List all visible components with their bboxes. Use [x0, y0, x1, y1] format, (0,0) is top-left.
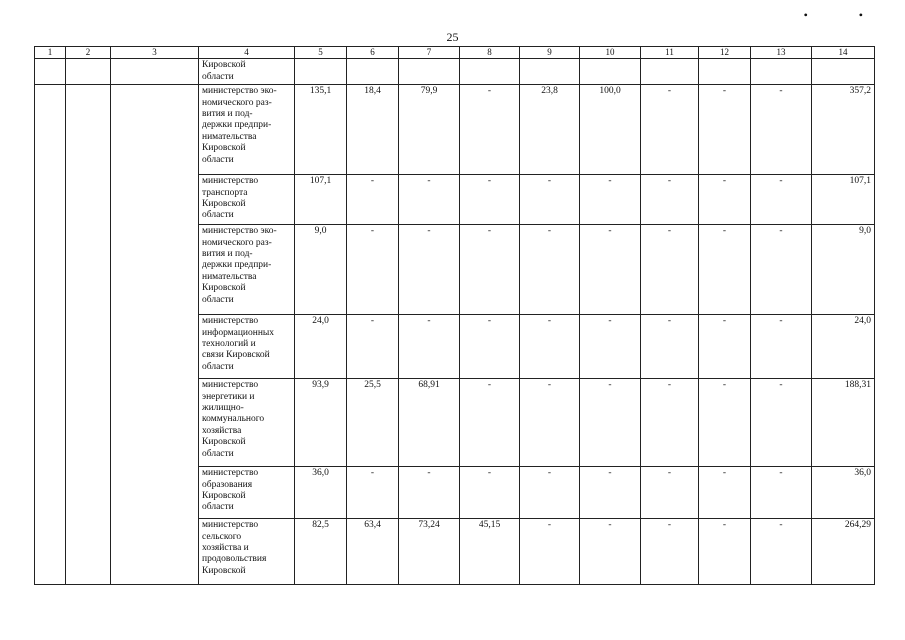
total-cell: 9,0 [812, 225, 875, 315]
value-cell-col-7: 79,9 [399, 85, 460, 175]
value-cell-col-13: - [751, 519, 812, 585]
agency-name-cell: министерство эко- номического раз- вития и под- держки предпри- нимательства Кировской области [199, 225, 295, 315]
table-row [35, 59, 875, 85]
total-cell [812, 59, 875, 85]
agency-name-cell: министерство эко- номического раз- вития и под- держки предпри- нимательства Кировской области [199, 85, 295, 175]
value-cell-col-5: 24,0 [295, 315, 347, 379]
merged-blank-cell [66, 85, 111, 585]
value-cell-col-6: - [347, 175, 399, 225]
value-cell-col-5: 9,0 [295, 225, 347, 315]
value-cell-col-12: - [699, 85, 751, 175]
value-cell-col-11: - [641, 225, 699, 315]
column-header-6: 6 [347, 47, 399, 59]
value-cell-col-10: - [580, 519, 641, 585]
column-header-12: 12 [699, 47, 751, 59]
budget-table [34, 46, 875, 585]
value-cell-col-5: 135,1 [295, 85, 347, 175]
value-cell-col-9: - [520, 225, 580, 315]
column-header-5: 5 [295, 47, 347, 59]
column-header-13: 13 [751, 47, 812, 59]
value-cell-col-8: - [460, 85, 520, 175]
blank-cell [35, 59, 66, 85]
value-cell-col-11: - [641, 175, 699, 225]
value-cell-col-11 [641, 59, 699, 85]
agency-name-cell: министерство образования Кировской области [199, 467, 295, 519]
total-cell: 357,2 [812, 85, 875, 175]
value-cell-col-5: 107,1 [295, 175, 347, 225]
value-cell-col-6: 63,4 [347, 519, 399, 585]
merged-blank-cell [35, 85, 66, 585]
value-cell-col-13 [751, 59, 812, 85]
value-cell-col-8: - [460, 175, 520, 225]
agency-name-cell: министерство энергетики и жилищно- коммунального хозяйства Кировской области [199, 379, 295, 467]
value-cell-col-12: - [699, 467, 751, 519]
value-cell-col-9: 23,8 [520, 85, 580, 175]
column-header-10: 10 [580, 47, 641, 59]
value-cell-col-9: - [520, 519, 580, 585]
value-cell-col-7: - [399, 315, 460, 379]
column-header-2: 2 [66, 47, 111, 59]
value-cell-col-11: - [641, 85, 699, 175]
value-cell-col-6: - [347, 467, 399, 519]
agency-name-cell: министерство транспорта Кировской области [199, 175, 295, 225]
table-row [35, 85, 875, 175]
value-cell-col-7: 73,24 [399, 519, 460, 585]
value-cell-col-10: - [580, 225, 641, 315]
value-cell-col-10: - [580, 467, 641, 519]
value-cell-col-13: - [751, 175, 812, 225]
value-cell-col-11: - [641, 315, 699, 379]
value-cell-col-9: - [520, 379, 580, 467]
value-cell-col-6: 25,5 [347, 379, 399, 467]
value-cell-col-12: - [699, 175, 751, 225]
value-cell-col-8 [460, 59, 520, 85]
value-cell-col-5: 93,9 [295, 379, 347, 467]
value-cell-col-13: - [751, 225, 812, 315]
value-cell-col-10: 100,0 [580, 85, 641, 175]
value-cell-col-7: - [399, 467, 460, 519]
agency-name-cell: министерство информационных технологий и связи Кировской области [199, 315, 295, 379]
column-header-4: 4 [199, 47, 295, 59]
column-header-11: 11 [641, 47, 699, 59]
value-cell-col-12: - [699, 225, 751, 315]
total-cell: 264,29 [812, 519, 875, 585]
value-cell-col-5: 82,5 [295, 519, 347, 585]
value-cell-col-10: - [580, 379, 641, 467]
column-header-14: 14 [812, 47, 875, 59]
agency-name-cell: министерство сельского хозяйства и продовольствия Кировской [199, 519, 295, 585]
value-cell-col-7: - [399, 175, 460, 225]
value-cell-col-6: - [347, 225, 399, 315]
value-cell-col-9: - [520, 315, 580, 379]
value-cell-col-9: - [520, 467, 580, 519]
value-cell-col-8: 45,15 [460, 519, 520, 585]
value-cell-col-13: - [751, 467, 812, 519]
corner-marks: • • [803, 8, 887, 22]
value-cell-col-8: - [460, 379, 520, 467]
total-cell: 188,31 [812, 379, 875, 467]
value-cell-col-11: - [641, 519, 699, 585]
value-cell-col-13: - [751, 379, 812, 467]
value-cell-col-7: - [399, 225, 460, 315]
column-header-9: 9 [520, 47, 580, 59]
value-cell-col-12 [699, 59, 751, 85]
column-header-3: 3 [111, 47, 199, 59]
value-cell-col-5 [295, 59, 347, 85]
value-cell-col-6: - [347, 315, 399, 379]
value-cell-col-12: - [699, 315, 751, 379]
blank-cell [66, 59, 111, 85]
value-cell-col-10: - [580, 175, 641, 225]
value-cell-col-13: - [751, 85, 812, 175]
value-cell-col-13: - [751, 315, 812, 379]
value-cell-col-6 [347, 59, 399, 85]
value-cell-col-10 [580, 59, 641, 85]
value-cell-col-12: - [699, 379, 751, 467]
table-body [35, 59, 875, 585]
total-cell: 24,0 [812, 315, 875, 379]
agency-name-cell: Кировской области [199, 59, 295, 85]
column-header-1: 1 [35, 47, 66, 59]
value-cell-col-7 [399, 59, 460, 85]
value-cell-col-7: 68,91 [399, 379, 460, 467]
value-cell-col-9 [520, 59, 580, 85]
value-cell-col-12: - [699, 519, 751, 585]
total-cell: 36,0 [812, 467, 875, 519]
value-cell-col-5: 36,0 [295, 467, 347, 519]
header-row [35, 47, 875, 59]
value-cell-col-10: - [580, 315, 641, 379]
total-cell: 107,1 [812, 175, 875, 225]
value-cell-col-8: - [460, 225, 520, 315]
value-cell-col-8: - [460, 467, 520, 519]
blank-cell [111, 59, 199, 85]
value-cell-col-8: - [460, 315, 520, 379]
value-cell-col-11: - [641, 379, 699, 467]
value-cell-col-9: - [520, 175, 580, 225]
value-cell-col-11: - [641, 467, 699, 519]
value-cell-col-6: 18,4 [347, 85, 399, 175]
column-header-7: 7 [399, 47, 460, 59]
merged-blank-cell [111, 85, 199, 585]
page-number: 25 [446, 30, 459, 44]
column-header-8: 8 [460, 47, 520, 59]
